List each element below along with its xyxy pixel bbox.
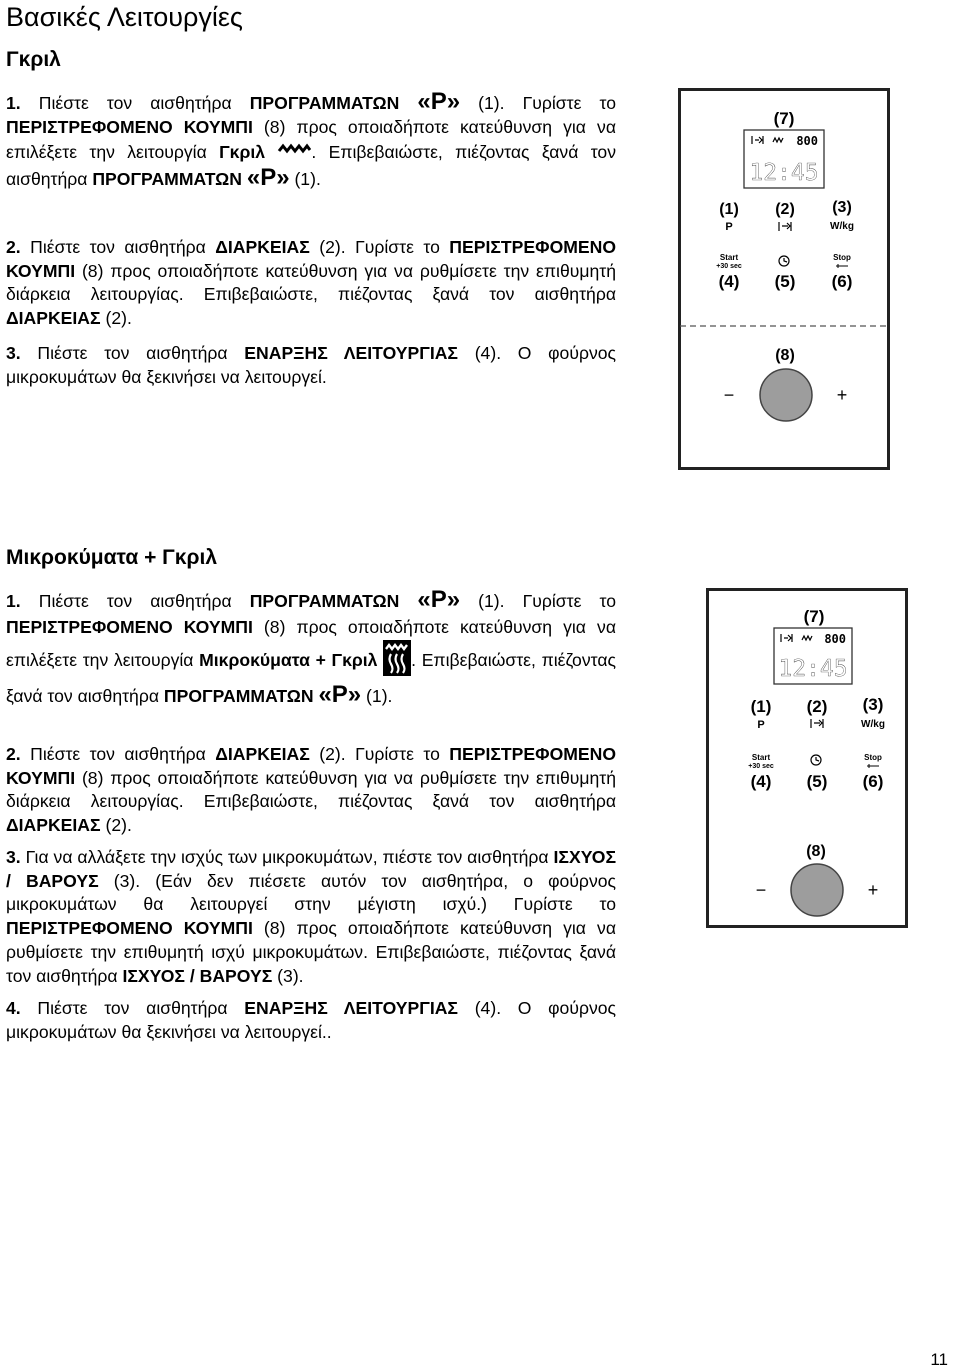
lcd-power-value: 800 xyxy=(796,134,818,148)
text-span: «P» xyxy=(318,681,362,708)
button-3-label: (3) xyxy=(832,199,852,216)
rotary-knob xyxy=(791,864,843,916)
button-4-sub-start: Start xyxy=(719,253,739,262)
text-span: . Επιβεβαιώστε, πιέζοντας ξανά τον αισθητήρα xyxy=(6,142,616,190)
text-span: ΠΡΟΓΡΑΜΜΑΤΩΝ xyxy=(163,686,314,706)
text-span: (2). xyxy=(105,815,132,836)
text-span: Πιέστε τον αισθητήρα xyxy=(38,591,232,611)
grill-step-1 xyxy=(6,88,616,192)
grill-step-2 xyxy=(6,236,616,331)
knob-plus: + xyxy=(867,880,879,900)
text-span: . Επιβεβαιώστε, πιέζοντας ξανά τον αισθητήρα xyxy=(6,650,616,706)
text-span: (1). Γυρίστε το xyxy=(478,93,616,113)
display-label: (7) xyxy=(773,109,795,128)
button-4-label: (4) xyxy=(718,272,740,291)
button-2-label: (2) xyxy=(775,201,795,218)
text-span: 3. xyxy=(6,343,21,363)
text-span: ΠΕΡΙΣΤΡΕΦΟΜΕΝΟ ΚΟΥΜΠΙ xyxy=(6,918,253,939)
text-span: 2. xyxy=(6,744,21,764)
button-6-sub-stop: Stop xyxy=(864,753,882,762)
text-span: 4. xyxy=(6,998,21,1018)
button-1-sub: P xyxy=(725,221,733,233)
display-label: (7) xyxy=(803,607,825,626)
text-span: 1. xyxy=(6,591,21,611)
text-span: (2). xyxy=(105,308,132,329)
button-2-label: (2) xyxy=(806,697,828,716)
text-span: (2). Γυρίστε το xyxy=(319,237,440,257)
button-1-sub: P xyxy=(757,719,765,731)
microwave-grill-step-4 xyxy=(6,997,616,1044)
text-span: Πιέστε τον αισθητήρα xyxy=(30,237,206,257)
control-panel-figure-1 xyxy=(678,88,890,470)
text-span: (1). xyxy=(366,686,393,706)
text-span: (8) προς οποιαδήποτε κατεύθυνση για να ρυθμίσετε την επιθυμητή διάρκεια λειτουργίας. Επιβεβαιώστε, πιέζοντας ξανά τον αισθητήρα xyxy=(6,260,617,305)
text-span: (8) προς οποιαδήποτε κατεύθυνση για να επιλέξετε την λειτουργία xyxy=(6,116,616,163)
button-3-label: (3) xyxy=(862,695,884,714)
section-title-microwave-grill: Μικροκύματα + Γκριλ xyxy=(6,546,218,569)
text-span: «P» xyxy=(417,88,461,115)
text-span: ΔΙΑΡΚΕΙΑΣ xyxy=(215,744,310,764)
lcd-power-value: 800 xyxy=(824,632,846,646)
lcd-time: 12:45 xyxy=(749,160,819,186)
knob-minus: − xyxy=(755,880,767,900)
rotary-knob xyxy=(760,369,812,421)
lcd-time: 12:45 xyxy=(778,656,848,682)
text-span: Πιέστε τον αισθητήρα xyxy=(37,343,228,363)
text-span: ΠΡΟΓΡΑΜΜΑΤΩΝ xyxy=(249,591,400,611)
text-span: ΔΙΑΡΚΕΙΑΣ xyxy=(6,308,101,329)
button-6-label: (6) xyxy=(862,772,884,791)
knob-label: (8) xyxy=(775,347,795,364)
text-span: Γκριλ xyxy=(219,142,266,163)
text-span: ΠΕΡΙΣΤΡΕΦΟΜΕΝΟ ΚΟΥΜΠΙ xyxy=(6,744,617,788)
microwave-grill-icon xyxy=(383,640,411,683)
text-span: (4). Ο φούρνος μικροκυμάτων θα ξεκινήσει να λειτουργεί. xyxy=(6,343,617,387)
button-4-sub-start: Start xyxy=(751,753,771,762)
text-span: (2). Γυρίστε το xyxy=(319,744,440,764)
page-title: Βασικές Λειτουργίες xyxy=(6,2,243,32)
text-span: Πιέστε τον αισθητήρα xyxy=(38,93,232,113)
button-3-sub: W/kg xyxy=(861,719,885,730)
text-span: «P» xyxy=(417,586,461,613)
button-5-label: (5) xyxy=(774,272,796,291)
button-5-label: (5) xyxy=(806,772,828,791)
button-1-label: (1) xyxy=(719,201,739,218)
text-span: (8) προς οποιαδήποτε κατεύθυνση για να επιλέξετε την λειτουργία xyxy=(6,617,616,671)
text-span: (3). xyxy=(277,965,304,986)
button-6-label: (6) xyxy=(831,272,853,291)
page-number: 11 xyxy=(930,1350,948,1369)
control-panel-figure-2 xyxy=(706,588,908,928)
knob-plus: + xyxy=(836,385,848,405)
text-span: 3. xyxy=(6,847,21,867)
text-span: ΕΝΑΡΞΗΣ ΛΕΙΤΟΥΡΓΙΑΣ xyxy=(244,998,458,1018)
text-span: ΠΕΡΙΣΤΡΕΦΟΜΕΝΟ ΚΟΥΜΠΙ xyxy=(6,237,617,281)
button-4-label: (4) xyxy=(750,772,772,791)
text-span: ΠΡΟΓΡΑΜΜΑΤΩΝ xyxy=(249,93,400,113)
text-span: Πιέστε τον αισθητήρα xyxy=(30,744,206,764)
text-span: 1. xyxy=(6,93,21,113)
text-span: ΠΕΡΙΣΤΡΕΦΟΜΕΝΟ ΚΟΥΜΠΙ xyxy=(6,116,253,137)
text-span: (1). Γυρίστε το xyxy=(478,591,616,611)
text-span: ΕΝΑΡΞΗΣ ΛΕΙΤΟΥΡΓΙΑΣ xyxy=(244,343,458,363)
microwave-grill-step-3 xyxy=(6,846,616,988)
text-span: (8) προς οποιαδήποτε κατεύθυνση για να ρυθμίσετε την επιθυμητή ισχύ μικροκυμάτων. Επιβεβαιώστε, πιέζοντας ξανά τον αισθητήρα xyxy=(6,918,616,986)
text-span: 2. xyxy=(6,237,21,257)
button-4-sub-30sec: +30 sec xyxy=(748,763,774,770)
text-span: (8) προς οποιαδήποτε κατεύθυνση για να ρυθμίσετε την επιθυμητή διάρκεια λειτουργίας. Επιβεβαιώστε, πιέζοντας ξανά τον αισθητήρα xyxy=(6,767,617,812)
button-3-sub: W/kg xyxy=(830,221,854,232)
button-1-label: (1) xyxy=(750,697,772,716)
text-span: ΔΙΑΡΚΕΙΑΣ xyxy=(215,237,310,257)
text-span: ΔΙΑΡΚΕΙΑΣ xyxy=(6,815,101,836)
text-span: (3). (Εάν δεν πιέσετε αυτόν τον αισθητήρα, ο φούρνος μικροκυμάτων θα λειτουργεί στην μέγιστη ισχύ.) Γυρίστε το xyxy=(6,870,617,915)
text-span: Πιέστε τον αισθητήρα xyxy=(37,998,228,1018)
text-span: ΠΕΡΙΣΤΡΕΦΟΜΕΝΟ ΚΟΥΜΠΙ xyxy=(6,617,253,637)
text-span: ΠΡΟΓΡΑΜΜΑΤΩΝ xyxy=(92,169,242,190)
text-span: Μικροκύματα + Γκριλ xyxy=(199,650,378,671)
section-title-grill: Γκριλ xyxy=(6,48,61,71)
knob-label: (8) xyxy=(806,843,826,860)
grill-step-3 xyxy=(6,342,616,389)
button-6-sub-stop: Stop xyxy=(833,253,851,262)
text-span: Για να αλλάξετε την ισχύς των μικροκυμάτων, πιέστε τον αισθητήρα xyxy=(25,847,549,867)
microwave-grill-step-2 xyxy=(6,743,616,838)
text-span: ΙΣΧΥΟΣ / ΒΑΡΟΥΣ xyxy=(6,847,617,891)
text-span: ΙΣΧΥΟΣ / ΒΑΡΟΥΣ xyxy=(122,965,273,986)
knob-minus: − xyxy=(723,385,735,405)
text-span: (1). xyxy=(294,169,321,190)
text-span: (4). Ο φούρνος μικροκυμάτων θα ξεκινήσει να λειτουργεί.. xyxy=(6,998,617,1042)
microwave-grill-step-1 xyxy=(6,588,616,709)
text-span: «P» xyxy=(246,164,290,192)
button-4-sub-30sec: +30 sec xyxy=(716,263,742,270)
